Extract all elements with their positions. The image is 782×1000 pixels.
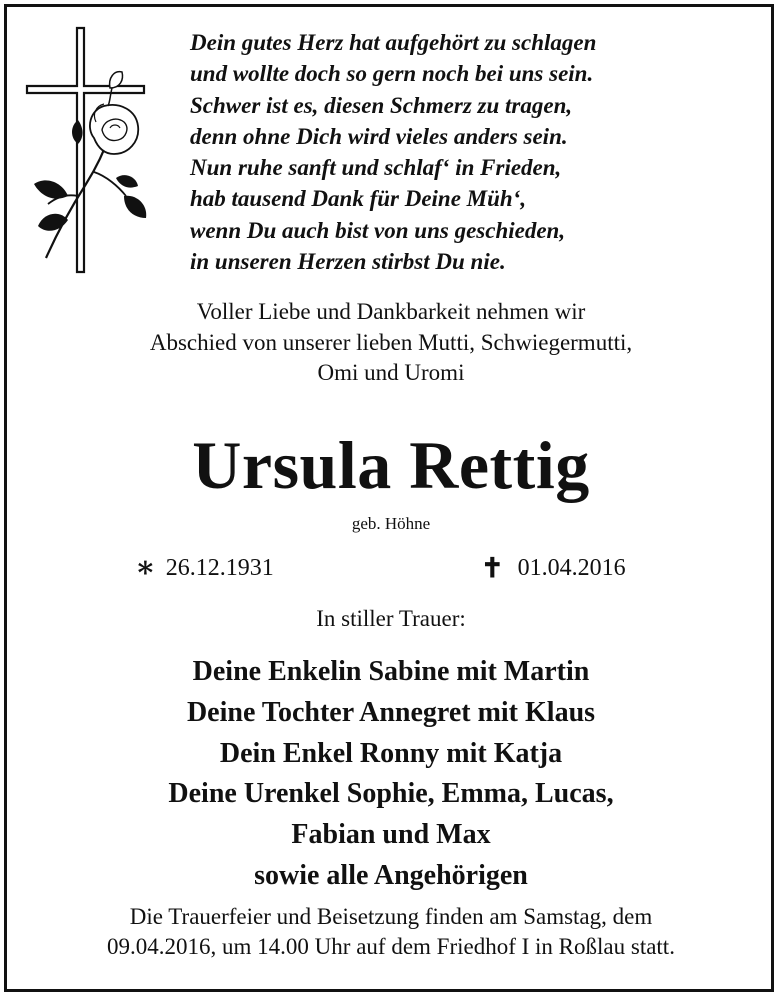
death-date: 01.04.2016 <box>517 555 626 581</box>
mourner-line: Deine Enkelin Sabine mit Martin <box>192 656 590 687</box>
mourner-line: Fabian und Max <box>291 819 491 851</box>
birth-date-group <box>135 550 274 586</box>
notice-line: 09.04.2016, um 14.00 Uhr auf dem Friedhof I in Roßlau statt. <box>107 934 675 959</box>
birth-star-icon: ∗ <box>135 551 156 584</box>
intro-line: Omi und Uromi <box>317 360 465 385</box>
deceased-name: Ursula Rettig <box>192 427 590 503</box>
intro-line: Voller Liebe und Dankbarkeit nehmen wir <box>196 299 586 324</box>
poem-line: Schwer ist es, diesen Schmerz zu tragen, <box>190 92 573 118</box>
birth-date: 26.12.1931 <box>165 555 274 581</box>
mourner-line: Deine Tochter Annegret mit Klaus <box>186 696 596 728</box>
poem-line: wenn Du auch bist von uns geschieden, <box>190 217 566 243</box>
mourning-line: In stiller Trauer: <box>316 606 466 631</box>
intro-line: Abschied von unserer lieben Mutti, Schwiegermutti, <box>149 329 633 355</box>
death-cross-icon: ✝ <box>481 553 504 583</box>
poem-line: hab tausend Dank für Deine Müh‘, <box>190 186 527 212</box>
mourner-line: sowie alle Angehörigen <box>254 859 528 891</box>
poem-line: in unseren Herzen stirbst Du nie. <box>190 249 506 275</box>
mourners-list <box>0 652 782 897</box>
notice-line: Die Trauerfeier und Beisetzung finden am Samstag, dem <box>129 904 653 929</box>
life-dates <box>0 550 782 586</box>
funeral-notice <box>0 902 782 962</box>
mourner-line: Dein Enkel Ronny mit Katja <box>219 737 563 769</box>
death-date-group <box>481 550 626 586</box>
poem-line: und wollte doch so gern noch bei uns sein. <box>190 61 594 87</box>
cross-with-rose-icon <box>24 26 154 276</box>
maiden-name: geb. Höhne <box>351 514 431 533</box>
poem-line: Dein gutes Herz hat aufgehört zu schlagen <box>190 30 597 55</box>
poem-line: denn ohne Dich wird vieles anders sein. <box>190 123 568 149</box>
mourner-line: Deine Urenkel Sophie, Emma, Lucas, <box>168 778 614 810</box>
poem-verse <box>190 27 750 277</box>
farewell-intro <box>0 297 782 389</box>
poem-line: Nun ruhe sanft und schlaf‘ in Frieden, <box>190 155 562 181</box>
